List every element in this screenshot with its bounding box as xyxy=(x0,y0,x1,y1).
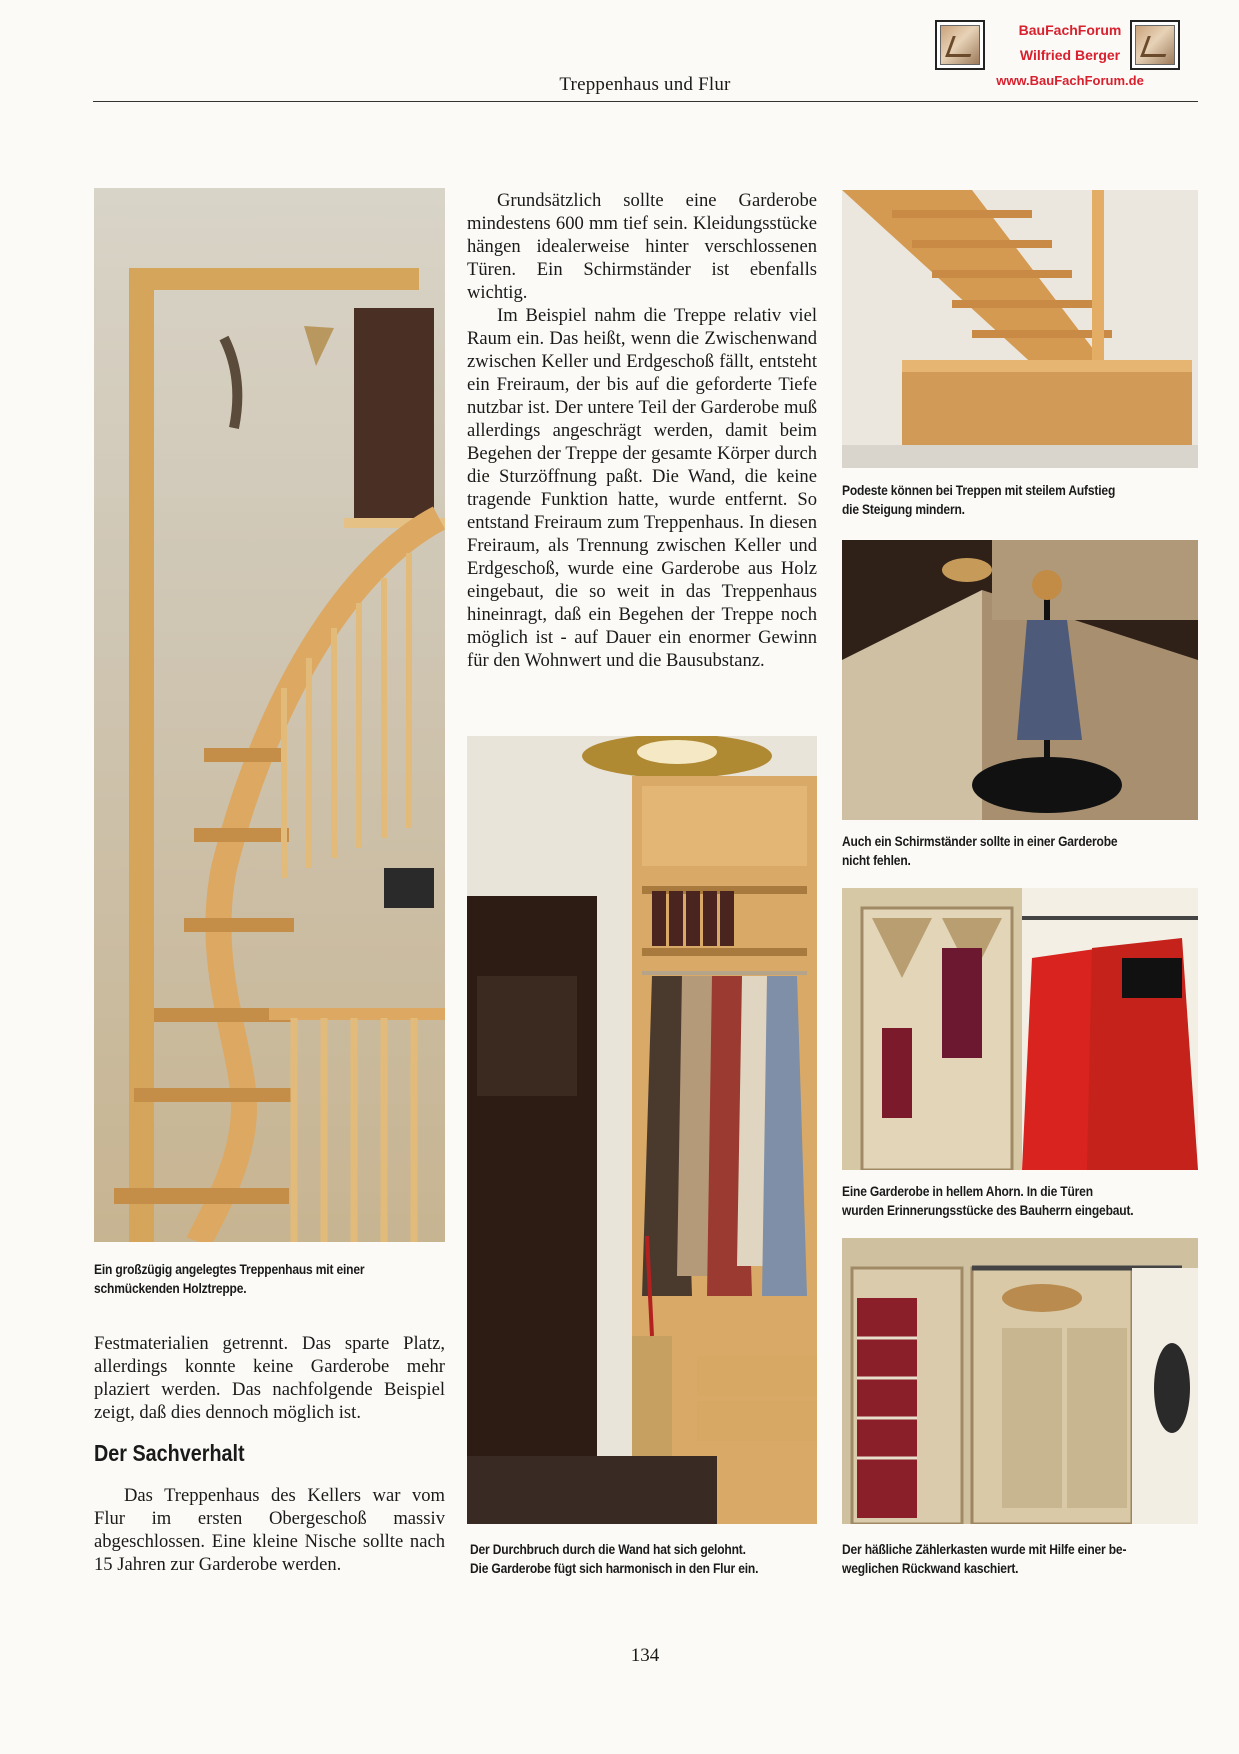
paragraph: Grundsätzlich sollte eine Garderobe mindestens 600 mm tief sein. Kleidungsstücke hängen idealerweise hinter verschlossenen Türen. Ein Schirmständer ist ebenfalls wichtig. xyxy=(467,190,817,303)
caption-line: Der Durchbruch durch die Wand hat sich gelohnt. xyxy=(470,1541,746,1557)
caption-line: Auch ein Schirmständer sollte in einer Garderobe xyxy=(842,833,1118,849)
brand-author: Wilfried Berger xyxy=(1019,47,1121,63)
caption-line: die Steigung mindern. xyxy=(842,501,965,517)
caption-line: schmückenden Holztreppe. xyxy=(94,1280,247,1296)
umbrella-stand-photo xyxy=(842,540,1198,820)
wardrobe-photo xyxy=(467,736,817,1524)
left-column-intro xyxy=(94,1332,445,1424)
bauforum-logo-icon xyxy=(935,20,985,70)
maple-caption xyxy=(842,1182,1203,1220)
staircase-photo xyxy=(94,188,445,1242)
page-number: 134 xyxy=(630,1645,660,1666)
caption-line: nicht fehlen. xyxy=(842,852,911,868)
podest-photo xyxy=(842,190,1198,468)
umbrella-caption xyxy=(842,832,1203,870)
podest-caption xyxy=(842,481,1203,519)
header-rule xyxy=(93,101,1198,102)
left-column-text xyxy=(94,1484,445,1576)
middle-column-text xyxy=(467,189,817,672)
caption-line: wurden Erinnerungsstücke des Bauherrn eingebaut. xyxy=(842,1202,1134,1218)
running-title: Treppenhaus und Flur xyxy=(559,74,731,95)
caption-line: Podeste können bei Treppen mit steilem Aufstieg xyxy=(842,482,1116,498)
caption-line: Eine Garderobe in hellem Ahorn. In die Türen xyxy=(842,1183,1093,1199)
staircase-caption xyxy=(94,1260,455,1298)
section-heading: Der Sachverhalt xyxy=(94,1440,245,1466)
brand-url[interactable]: www.BauFachForum.de xyxy=(996,73,1144,88)
caption-line: Die Garderobe fügt sich harmonisch in den Flur ein. xyxy=(470,1560,759,1576)
meter-box-photo xyxy=(842,1238,1198,1524)
maple-wardrobe-photo xyxy=(842,888,1198,1170)
paragraph: Das Treppenhaus des Kellers war vom Flur im ersten Obergeschoß massiv abgeschlossen. Eine kleine Nische sollte nach 15 Jahren zur Garderobe werden. xyxy=(94,1485,445,1575)
brand-name: BauFachForum xyxy=(1018,22,1122,38)
paragraph: Festmaterialien getrennt. Das sparte Platz, allerdings konnte keine Garderobe mehr plaziert werden. Das nachfolgende Beispiel zeigt, daß dies dennoch möglich ist. xyxy=(94,1333,445,1423)
paragraph: Im Beispiel nahm die Treppe relativ viel Raum ein. Das heißt, wenn die Zwischenwand zwischen Keller und Erdgeschoß fällt, entsteht ein Freiraum, der bis auf die geforderte Tiefe nutzbar ist. Der untere Teil der Garderobe muß allerdings angeschrägt werden, damit beim Begehen der Treppe der gesamte Körper durch die Sturzöffnung paßt. Die Wand, die keine tragende Funktion hatte, wurde entfernt. So entstand Freiraum zum Treppenhaus. In diesen Freiraum, als Trennung zwischen Keller und Erdgeschoß, wurde eine Garderobe aus Holz eingebaut, die so weit in das Treppenhaus hineinragt, daß ein Begehen der Treppe noch möglich ist - auf Dauer ein enormer Gewinn für den Wohnwert und die Bausubstanz. xyxy=(467,305,817,671)
caption-line: weglichen Rückwand kaschiert. xyxy=(842,1560,1019,1576)
breakthrough-caption xyxy=(470,1540,831,1578)
caption-line: Ein großzügig angelegtes Treppenhaus mit einer xyxy=(94,1261,365,1277)
caption-line: Der häßliche Zählerkasten wurde mit Hilfe einer be- xyxy=(842,1541,1127,1557)
meter-caption xyxy=(842,1540,1203,1578)
